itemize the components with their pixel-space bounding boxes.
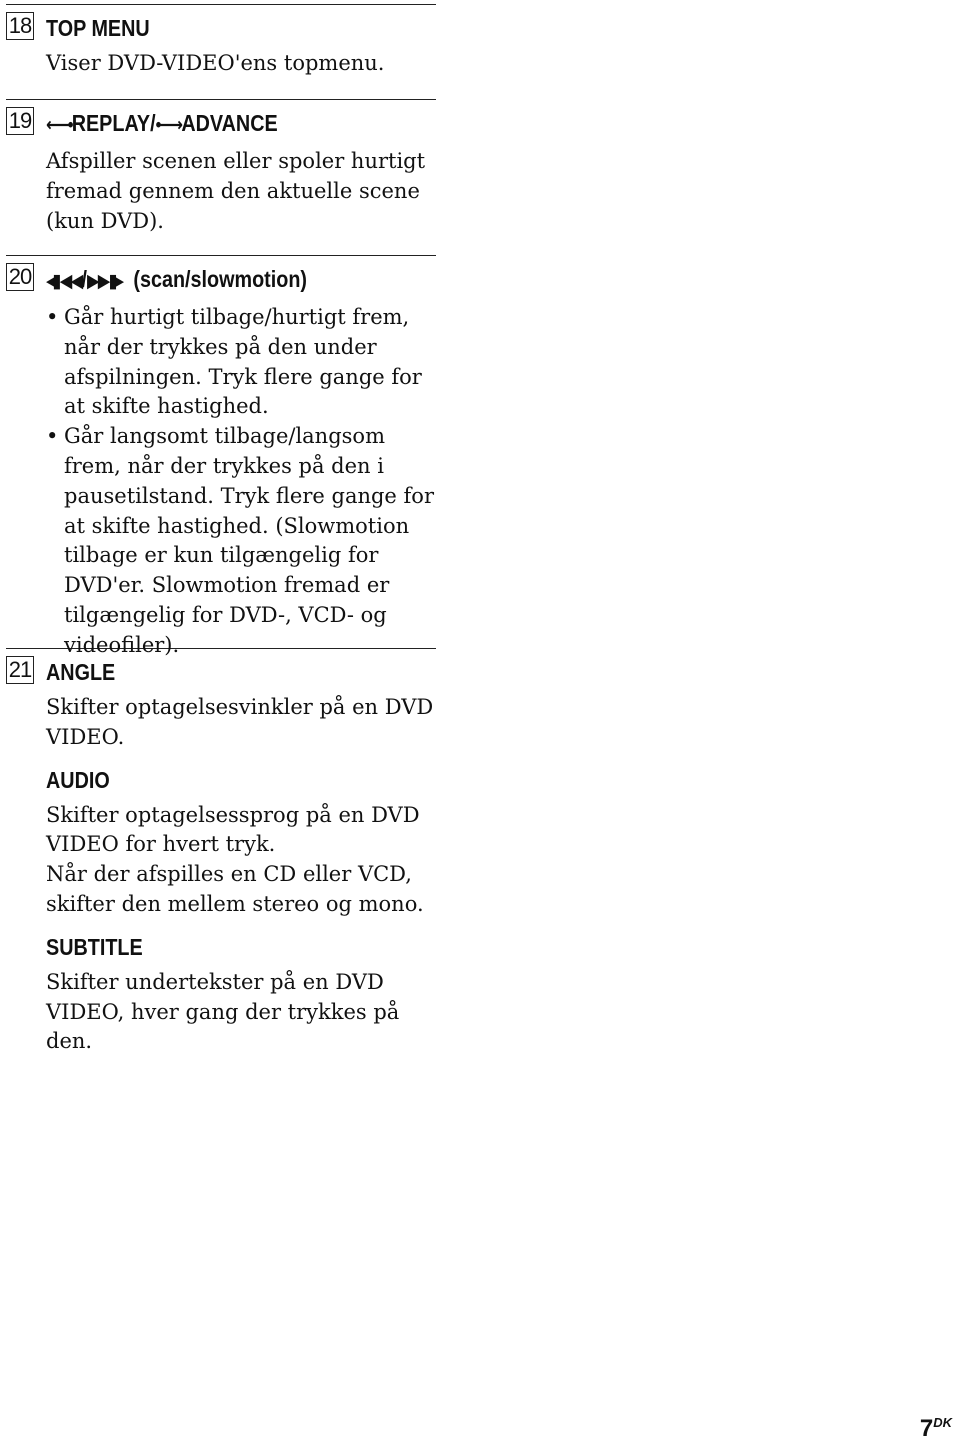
section-text: Afspiller scenen eller spoler hurtigt fremad gennem den aktuelle scene (kun DVD). bbox=[46, 149, 426, 233]
section-replay-advance bbox=[6, 100, 436, 255]
list-item: • Går langsomt tilbage/langsom frem, når der trykkes på den i pausetilstand. Tryk flere gange for at skifte hastighed. (Slowmotion tilbage er kun tilgængelig for DVD'er. Slowmotion fremad er tilgængelig for DVD-, VCD- og videofiler). bbox=[46, 422, 436, 660]
page-number: $7^{DK}$ bbox=[919, 1415, 952, 1442]
subsection-heading-subtitle: SUBTITLE bbox=[46, 933, 143, 960]
section-scan-slowmotion bbox=[6, 256, 436, 657]
section-number: 18 bbox=[6, 12, 34, 40]
subsection-heading-audio: AUDIO bbox=[46, 766, 110, 793]
bullet-list bbox=[46, 303, 436, 661]
section-top-menu bbox=[6, 5, 436, 99]
replay-arrow-icon: ⟵• bbox=[46, 115, 72, 136]
section-heading bbox=[46, 100, 381, 141]
subsection-text: Skifter optagelsessprog på en DVD VIDEO for hvert tryk. bbox=[46, 802, 420, 857]
section-angle bbox=[6, 649, 436, 1057]
list-item: • Går hurtigt tilbage/hurtigt frem, når der trykkes på den under afspilningen. Tryk flere gange for at skifte hastighed. bbox=[46, 303, 436, 422]
subsection-text: Når der afspilles en CD eller VCD, skifter den mellem stereo og mono. bbox=[46, 862, 424, 916]
advance-label: ADVANCE bbox=[181, 110, 278, 136]
section-number: 19 bbox=[6, 107, 34, 135]
advance-arrow-icon: •⟶ bbox=[155, 115, 182, 136]
manual-column bbox=[6, 4, 436, 1057]
replay-label: REPLAY/ bbox=[71, 110, 156, 136]
section-heading: ANGLE bbox=[46, 659, 116, 685]
section-text: Viser DVD-VIDEO'ens topmenu. bbox=[46, 51, 385, 75]
scan-forward-icon: ▶▶▮▸ bbox=[86, 271, 123, 292]
section-text: Skifter optagelsesvinkler på en DVD VIDEO. bbox=[46, 695, 434, 749]
scan-label: (scan/slowmotion) bbox=[133, 266, 308, 292]
section-heading: ◂▮◀◀/▶▶▮▸ (scan/slowmotion) bbox=[46, 266, 308, 292]
section-number: 20 bbox=[6, 263, 34, 291]
section-heading: TOP MENU bbox=[46, 15, 150, 41]
scan-backward-icon: ◂▮◀◀ bbox=[46, 271, 82, 292]
subsection-text: Skifter undertekster på en DVD VIDEO, hver gang der trykkes på den. bbox=[46, 969, 400, 1054]
page-suffix: DK bbox=[933, 1415, 952, 1430]
section-number: 21 bbox=[6, 656, 34, 684]
